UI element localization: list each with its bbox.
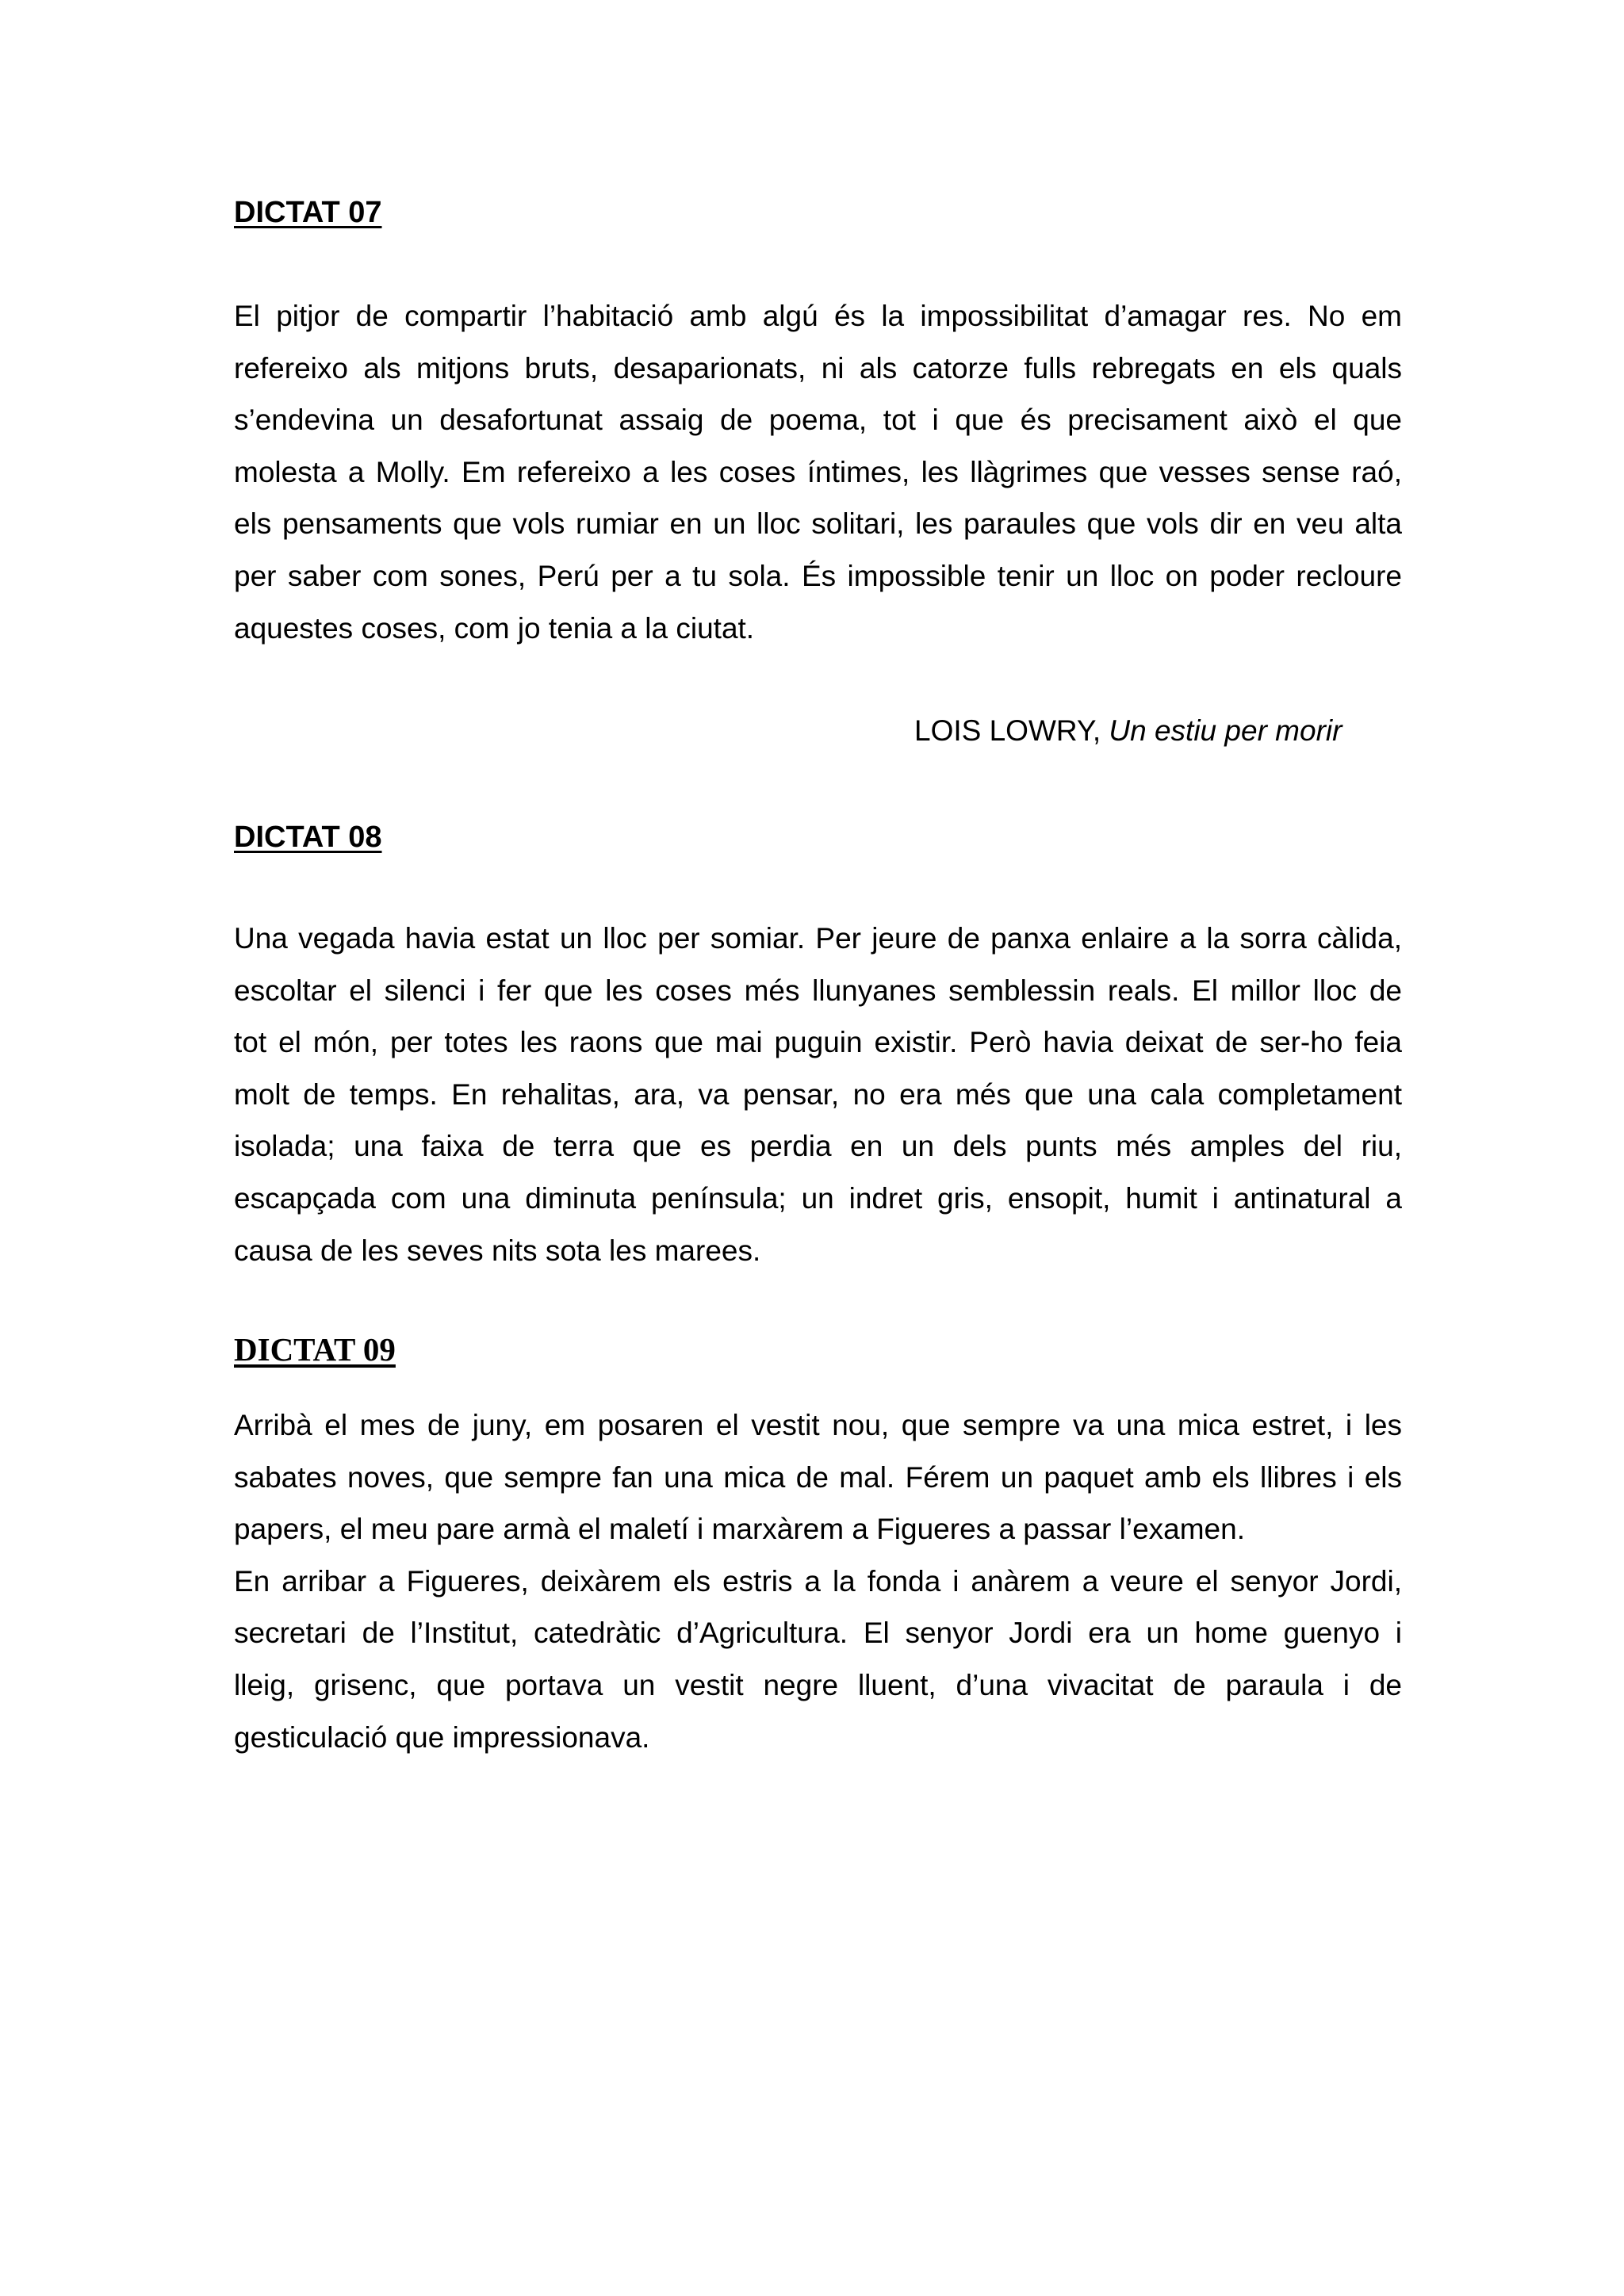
attribution-author: LOIS LOWRY, <box>914 714 1101 747</box>
text-line: papers, el meu pare armà el maletí i marxàrem a Figueres a passar l’examen. <box>234 1513 1245 1546</box>
text-line: escoltar el silenci i fer que les coses més llunyanes semblessin reals. El millor lloc de <box>234 974 1402 1007</box>
text-line: causa de les seves nits sota les marees. <box>234 1234 761 1267</box>
text-line: refereixo als mitjons bruts, desaparionats, ni als catorze fulls rebregats en els quals <box>234 351 1402 385</box>
text-line: aquestes coses, com jo tenia a la ciutat. <box>234 611 755 645</box>
text-line: sabates noves, que sempre fan una mica de mal. Férem un paquet amb els llibres i els <box>234 1460 1402 1494</box>
attribution-work: Un estiu per morir <box>1109 714 1342 747</box>
text-line: lleig, grisenc, que portava un vestit negre lluent, d’una vivacitat de paraula i de <box>234 1668 1402 1701</box>
text-line: isolada; una faixa de terra que es perdia en un dels punts més amples del riu, <box>234 1130 1402 1163</box>
text-line: escapçada com una diminuta península; un indret gris, ensopit, humit i antinatural a <box>234 1181 1402 1215</box>
text-line: secretari de l’Institut, catedràtic d’Agricultura. El senyor Jordi era un home guenyo i <box>234 1617 1402 1650</box>
text-line: els pensaments que vols rumiar en un lloc solitari, les paraules que vols dir en veu alta <box>234 507 1402 541</box>
section-heading-dictat-07: DICTAT 07 <box>234 196 382 229</box>
section-text-dictat-08 <box>234 913 1402 1276</box>
text-line: Una vegada havia estat un lloc per somiar. Per jeure de panxa enlaire a la sorra càlida, <box>234 922 1402 955</box>
text-line: tot el món, per totes les raons que mai puguin existir. Però havia deixat de ser-ho feia <box>234 1026 1402 1059</box>
text-line: molt de temps. En rehalitas, ara, va pensar, no era més que una cala completament <box>234 1077 1402 1111</box>
text-line: per saber com sones, Perú per a tu sola. És impossible tenir un lloc on poder recloure <box>234 559 1402 592</box>
section-heading-dictat-09: DICTAT 09 <box>234 1331 396 1368</box>
text-line: El pitjor de compartir l’habitació amb algú és la impossibilitat d’amagar res. No em <box>234 300 1402 332</box>
text-line: s’endevina un desafortunat assaig de poema, tot i que és precisament això el que <box>234 404 1402 437</box>
attribution-dictat-07 <box>914 714 1342 748</box>
section-text-dictat-09 <box>234 1399 1402 1763</box>
section-heading-dictat-08: DICTAT 08 <box>234 821 382 854</box>
text-line: molesta a Molly. Em refereixo a les coses íntimes, les llàgrimes que vesses sense raó, <box>234 455 1402 488</box>
section-text-dictat-07 <box>234 290 1402 654</box>
text-line: gesticulació que impressionava. <box>234 1720 650 1754</box>
text-line: En arribar a Figueres, deixàrem els estris a la fonda i anàrem a veure el senyor Jordi, <box>234 1564 1402 1598</box>
text-line: Arribà el mes de juny, em posaren el vestit nou, que sempre va una mica estret, i les <box>234 1409 1402 1441</box>
